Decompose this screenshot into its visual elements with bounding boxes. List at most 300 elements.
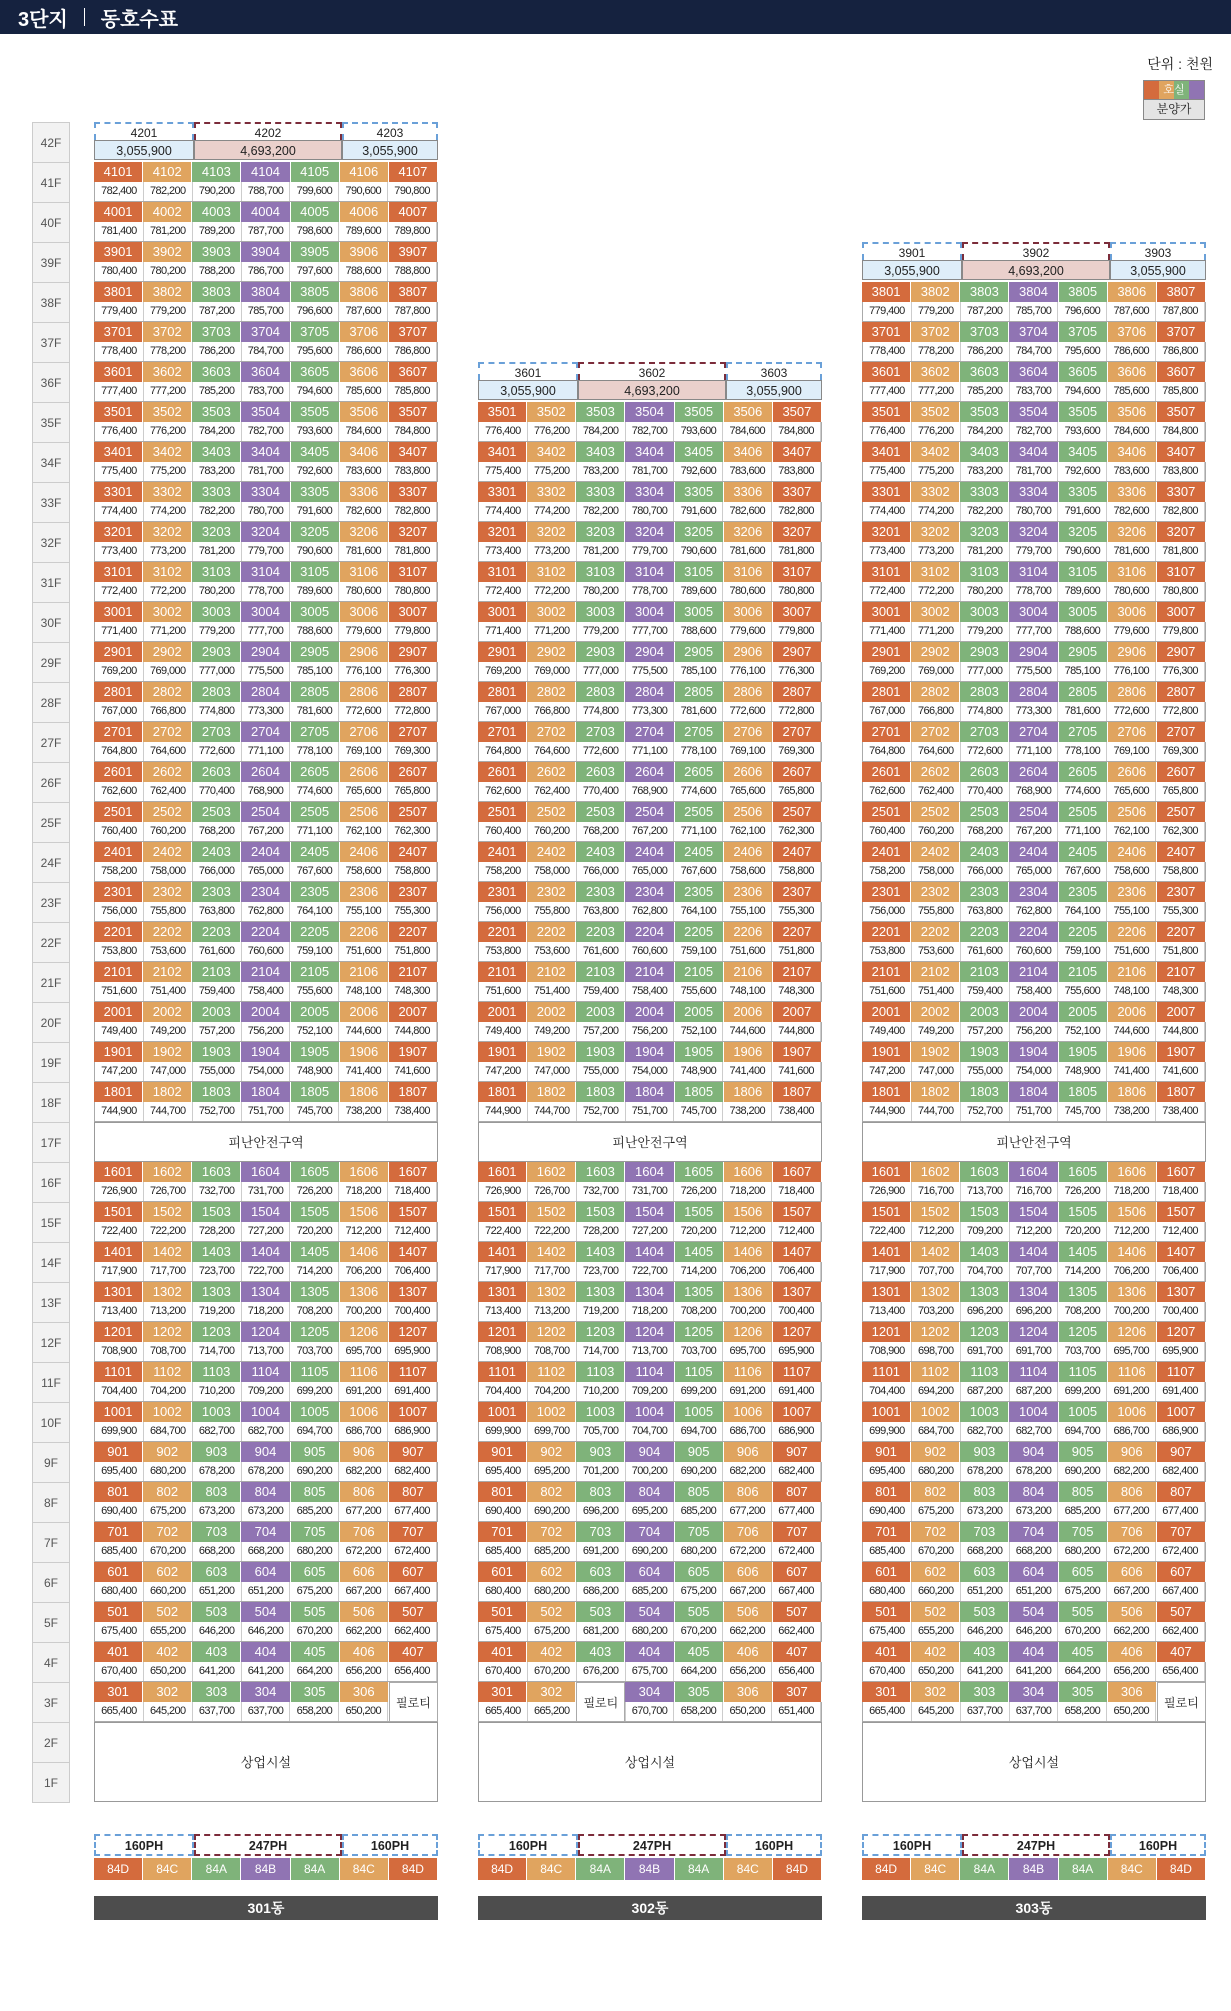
floor-row <box>478 802 822 842</box>
unit-price: 786,200 <box>193 342 242 361</box>
unit-number: 2301 <box>478 882 527 902</box>
floor-row <box>478 1242 822 1282</box>
unit-number: 1403 <box>576 1242 625 1262</box>
unit-number: 607 <box>389 1562 438 1582</box>
unit-price: 769,100 <box>1107 742 1156 761</box>
unit-number: 2805 <box>1059 682 1108 702</box>
unit-number: 1806 <box>340 1082 389 1102</box>
unit-number: 2803 <box>192 682 241 702</box>
unit-price: 637,700 <box>961 1702 1010 1721</box>
unit-number: 3201 <box>94 522 143 542</box>
unit-number: 3407 <box>389 442 438 462</box>
unit-number: 4002 <box>143 202 192 222</box>
unit-number: 2904 <box>241 642 290 662</box>
unit-number: 806 <box>1108 1482 1157 1502</box>
floor-row <box>478 1482 822 1522</box>
unit-number: 2602 <box>143 762 192 782</box>
unit-price: 691,200 <box>339 1382 388 1401</box>
unit-number: 1404 <box>1009 1242 1058 1262</box>
unit-number: 2605 <box>1059 762 1108 782</box>
unit-number: 802 <box>143 1482 192 1502</box>
floor-label: 22F <box>32 923 70 963</box>
unit-price: 719,200 <box>577 1302 626 1321</box>
unit-number: 1801 <box>478 1082 527 1102</box>
unit-price: 794,600 <box>1058 382 1107 401</box>
unit-number: 2307 <box>1157 882 1206 902</box>
unit-price: 706,200 <box>1107 1262 1156 1281</box>
floor-row <box>478 1002 822 1042</box>
unit-price: 771,100 <box>242 742 291 761</box>
unit-price: 758,400 <box>626 982 675 1001</box>
unit-number: 502 <box>911 1602 960 1622</box>
unit-price: 713,700 <box>242 1342 291 1361</box>
unit-number: 503 <box>192 1602 241 1622</box>
unit-number: 1507 <box>773 1202 822 1222</box>
unit-number: 2206 <box>340 922 389 942</box>
unit-number: 505 <box>1059 1602 1108 1622</box>
unit-number: 502 <box>143 1602 192 1622</box>
unit-number: 2707 <box>773 722 822 742</box>
unit-price: 783,600 <box>1107 462 1156 481</box>
unit-number: 302 <box>143 1682 192 1702</box>
unit-number: 2407 <box>773 842 822 862</box>
unit-price: 712,200 <box>723 1222 772 1241</box>
unit-number: 2505 <box>1059 802 1108 822</box>
unit-price: 785,100 <box>674 662 723 681</box>
unit-number: 2801 <box>862 682 911 702</box>
unit-price: 771,200 <box>912 622 961 641</box>
unit-number: 2803 <box>576 682 625 702</box>
unit-number: 2205 <box>1059 922 1108 942</box>
unit-price: 650,200 <box>339 1702 388 1721</box>
unit-price: 760,200 <box>912 822 961 841</box>
unit-price: 660,200 <box>144 1582 193 1601</box>
unit-number: 2703 <box>576 722 625 742</box>
unit-price: 695,700 <box>1107 1342 1156 1361</box>
unit-price: 741,600 <box>1156 1062 1205 1081</box>
unit-price: 782,800 <box>388 502 437 521</box>
unit-price: 763,800 <box>961 902 1010 921</box>
unit-number: 2002 <box>143 1002 192 1022</box>
unit-price: 781,200 <box>193 542 242 561</box>
unit-price: 769,100 <box>339 742 388 761</box>
unit-number: 1102 <box>527 1362 576 1382</box>
unit-number: 806 <box>724 1482 773 1502</box>
unit-price: 758,200 <box>95 862 144 881</box>
unit-price: 777,000 <box>961 662 1010 681</box>
floor-label: 37F <box>32 323 70 363</box>
unit-price: 651,200 <box>1010 1582 1059 1601</box>
unit-price: 784,700 <box>1010 342 1059 361</box>
unit-number: 4102 <box>143 162 192 182</box>
unit-price: 748,300 <box>388 982 437 1001</box>
unit-number: 1404 <box>625 1242 674 1262</box>
floor-row <box>478 762 822 802</box>
unit-number: 3507 <box>389 402 438 422</box>
unit-number: 1901 <box>478 1042 527 1062</box>
unit-price: 691,700 <box>1010 1342 1059 1361</box>
building-303 <box>862 0 1206 2011</box>
unit-price: 726,900 <box>95 1182 144 1201</box>
unit-price: 741,600 <box>772 1062 821 1081</box>
unit-number: 803 <box>960 1482 1009 1502</box>
unit-number: 706 <box>340 1522 389 1542</box>
unit-price: 744,800 <box>388 1022 437 1041</box>
unit-price: 703,700 <box>290 1342 339 1361</box>
floor-label: 29F <box>32 643 70 683</box>
unit-price: 782,200 <box>577 502 626 521</box>
unit-price: 770,400 <box>577 782 626 801</box>
unit-number: 804 <box>625 1482 674 1502</box>
floor-row <box>94 682 438 722</box>
unit-price: 788,600 <box>290 622 339 641</box>
unit-price: 792,600 <box>290 462 339 481</box>
unit-price: 775,400 <box>95 462 144 481</box>
unit-number: 804 <box>1009 1482 1058 1502</box>
unit-number: 704 <box>241 1522 290 1542</box>
unit-number: 3104 <box>1009 562 1058 582</box>
unit-price: 670,200 <box>1058 1622 1107 1641</box>
unit-number: 507 <box>773 1602 822 1622</box>
floor-row <box>94 1162 438 1202</box>
unit-number: 1802 <box>527 1082 576 1102</box>
floor-label: 9F <box>32 1443 70 1483</box>
unit-number: 3801 <box>94 282 143 302</box>
floor-row <box>94 602 438 642</box>
legend-unit-label: 호실 <box>1163 84 1185 96</box>
unit-number: 4107 <box>389 162 438 182</box>
unit-number: 3502 <box>143 402 192 422</box>
unit-price: 748,900 <box>290 1062 339 1081</box>
unit-price: 776,100 <box>1107 662 1156 681</box>
unit-price: 758,200 <box>479 862 528 881</box>
floor-row <box>862 1242 1206 1282</box>
unit-price: 753,800 <box>95 942 144 961</box>
unit-price: 706,200 <box>339 1262 388 1281</box>
unit-price: 783,700 <box>1010 382 1059 401</box>
unit-price: 747,000 <box>912 1062 961 1081</box>
unit-number: 1206 <box>1108 1322 1157 1342</box>
unit-price: 682,400 <box>1156 1462 1205 1481</box>
unit-number: 3006 <box>340 602 389 622</box>
unit-number: 2607 <box>773 762 822 782</box>
floor-row <box>94 1522 438 1562</box>
unit-number: 2902 <box>527 642 576 662</box>
unit-number: 3703 <box>192 322 241 342</box>
unit-number: 3302 <box>911 482 960 502</box>
unit-price: 665,400 <box>479 1702 528 1721</box>
unit-price: 744,900 <box>863 1102 912 1121</box>
unit-number: 2907 <box>389 642 438 662</box>
unit-number: 807 <box>773 1482 822 1502</box>
unit-number: 2107 <box>773 962 822 982</box>
unit-number: 703 <box>192 1522 241 1542</box>
unit-number: 1305 <box>291 1282 340 1302</box>
unit-price: 700,400 <box>388 1302 437 1321</box>
unit-number: 502 <box>527 1602 576 1622</box>
unit-price: 767,200 <box>626 822 675 841</box>
floor-row <box>478 1322 822 1362</box>
unit-number: 1303 <box>192 1282 241 1302</box>
unit-price: 777,400 <box>863 382 912 401</box>
unit-price: 664,200 <box>674 1662 723 1681</box>
floor-row <box>478 522 822 562</box>
unit-price: 662,200 <box>1107 1622 1156 1641</box>
unit-price: 771,100 <box>1010 742 1059 761</box>
unit-number: 3007 <box>389 602 438 622</box>
unit-price: 665,200 <box>528 1702 577 1721</box>
unit-number: 2802 <box>143 682 192 702</box>
unit-number: 2605 <box>675 762 724 782</box>
floor-row <box>478 1602 822 1642</box>
unit-price: 775,200 <box>528 462 577 481</box>
unit-number: 3705 <box>1059 322 1108 342</box>
unit-number: 2606 <box>1108 762 1157 782</box>
unit-number: 3505 <box>1059 402 1108 422</box>
unit-number: 1202 <box>143 1322 192 1342</box>
floor-row <box>478 1442 822 1482</box>
unit-price: 713,400 <box>95 1302 144 1321</box>
unit-price: 646,200 <box>242 1622 291 1641</box>
unit-price: 722,400 <box>95 1222 144 1241</box>
unit-price: 788,600 <box>1058 622 1107 641</box>
unit-price: 719,200 <box>193 1302 242 1321</box>
unit-number: 901 <box>94 1442 143 1462</box>
unit-number: 3803 <box>960 282 1009 302</box>
floor-row <box>478 1642 822 1682</box>
unit-number: 603 <box>960 1562 1009 1582</box>
refuge-floor: 피난안전구역 <box>478 1122 822 1162</box>
floor-row <box>478 962 822 1002</box>
unit-price: 782,400 <box>95 182 144 201</box>
unit-number: 2404 <box>241 842 290 862</box>
unit-number: 1603 <box>576 1162 625 1182</box>
unit-number: 501 <box>862 1602 911 1622</box>
unit-number: 2501 <box>94 802 143 822</box>
unit-number: 3405 <box>1059 442 1108 462</box>
unit-type-label: 84B <box>1009 1858 1058 1880</box>
unit-price: 690,200 <box>674 1462 723 1481</box>
unit-price: 717,700 <box>528 1262 577 1281</box>
unit-number: 2802 <box>527 682 576 702</box>
unit-price: 769,200 <box>863 662 912 681</box>
unit-number: 1503 <box>960 1202 1009 1222</box>
unit-price: 782,200 <box>144 182 193 201</box>
unit-price: 720,200 <box>1058 1222 1107 1241</box>
unit-price: 704,700 <box>961 1262 1010 1281</box>
unit-price: 677,400 <box>388 1502 437 1521</box>
unit-number: 702 <box>527 1522 576 1542</box>
unit-number: 1604 <box>625 1162 674 1182</box>
unit-price: 777,000 <box>577 662 626 681</box>
unit-price: 787,200 <box>193 302 242 321</box>
unit-price: 791,600 <box>1058 502 1107 521</box>
unit-number: 2403 <box>960 842 1009 862</box>
unit-price: 799,600 <box>290 182 339 201</box>
unit-number: 801 <box>478 1482 527 1502</box>
unit-price: 781,600 <box>1058 702 1107 721</box>
unit-number: 3502 <box>527 402 576 422</box>
unit-number: 2703 <box>192 722 241 742</box>
unit-price: 770,400 <box>193 782 242 801</box>
unit-number: 1103 <box>192 1362 241 1382</box>
unit-number: 3501 <box>478 402 527 422</box>
unit-number: 1105 <box>1059 1362 1108 1382</box>
unit-price: 651,200 <box>961 1582 1010 1601</box>
unit-price: 789,600 <box>1058 582 1107 601</box>
unit-number: 1601 <box>862 1162 911 1182</box>
unit-price: 675,200 <box>290 1582 339 1601</box>
floor-label: 14F <box>32 1243 70 1283</box>
ph-price: 3,055,900 <box>342 140 438 160</box>
unit-number: 302 <box>911 1682 960 1702</box>
unit-number: 706 <box>724 1522 773 1542</box>
unit-number: 405 <box>675 1642 724 1662</box>
unit-number: 2406 <box>724 842 773 862</box>
unit-number: 1905 <box>1059 1042 1108 1062</box>
unit-price: 641,200 <box>193 1662 242 1681</box>
unit-price: 695,200 <box>626 1502 675 1521</box>
penthouse-row <box>862 242 1206 282</box>
unit-number: 2003 <box>192 1002 241 1022</box>
unit-number: 2704 <box>625 722 674 742</box>
unit-number: 1604 <box>1009 1162 1058 1182</box>
unit-price: 741,600 <box>388 1062 437 1081</box>
unit-number: 3306 <box>340 482 389 502</box>
unit-price: 707,700 <box>912 1262 961 1281</box>
unit-price: 680,400 <box>863 1582 912 1601</box>
unit-number: 2905 <box>1059 642 1108 662</box>
unit-price: 686,900 <box>388 1422 437 1441</box>
unit-number: 3807 <box>389 282 438 302</box>
floor-row <box>862 882 1206 922</box>
unit-price: 726,700 <box>144 1182 193 1201</box>
unit-number: 2805 <box>291 682 340 702</box>
unit-number: 403 <box>960 1642 1009 1662</box>
unit-price: 645,200 <box>912 1702 961 1721</box>
unit-number: 2905 <box>291 642 340 662</box>
unit-number: 903 <box>960 1442 1009 1462</box>
unit-price: 680,400 <box>479 1582 528 1601</box>
floor-row <box>94 642 438 682</box>
unit-number: 1107 <box>1157 1362 1206 1382</box>
unit-price: 765,600 <box>723 782 772 801</box>
unit-price: 778,400 <box>95 342 144 361</box>
unit-price: 677,200 <box>339 1502 388 1521</box>
unit-price: 765,800 <box>1156 782 1205 801</box>
unit-number: 4105 <box>291 162 340 182</box>
unit-number: 2402 <box>143 842 192 862</box>
unit-price: 783,600 <box>339 462 388 481</box>
unit-price: 662,200 <box>339 1622 388 1641</box>
unit-number: 2103 <box>576 962 625 982</box>
unit-price: 714,200 <box>1058 1262 1107 1281</box>
unit-number: 3404 <box>1009 442 1058 462</box>
unit-price: 779,800 <box>1156 622 1205 641</box>
unit-number: 605 <box>1059 1562 1108 1582</box>
unit-price: 690,200 <box>528 1502 577 1521</box>
ph-unit-number: 3902 <box>962 242 1110 260</box>
unit-price: 665,400 <box>863 1702 912 1721</box>
unit-price: 714,700 <box>577 1342 626 1361</box>
floor-label: 7F <box>32 1523 70 1563</box>
unit-price: 646,200 <box>193 1622 242 1641</box>
unit-number: 1607 <box>773 1162 822 1182</box>
unit-number: 2703 <box>960 722 1009 742</box>
unit-number: 601 <box>478 1562 527 1582</box>
unit-number: 2501 <box>478 802 527 822</box>
unit-price: 695,400 <box>863 1462 912 1481</box>
unit-number: 2302 <box>143 882 192 902</box>
unit-price: 756,200 <box>1010 1022 1059 1041</box>
unit-price: 784,800 <box>388 422 437 441</box>
unit-price: 779,700 <box>626 542 675 561</box>
unit-price: 684,700 <box>912 1422 961 1441</box>
unit-number: 2001 <box>862 1002 911 1022</box>
unit-price: 782,200 <box>193 502 242 521</box>
unit-number: 1206 <box>340 1322 389 1342</box>
unit-number: 1205 <box>291 1322 340 1342</box>
unit-price: 695,900 <box>772 1342 821 1361</box>
floor-row <box>478 562 822 602</box>
unit-price: 771,100 <box>626 742 675 761</box>
unit-price: 761,600 <box>961 942 1010 961</box>
unit-price: 780,700 <box>1010 502 1059 521</box>
unit-price: 790,600 <box>674 542 723 561</box>
unit-price: 716,700 <box>1010 1182 1059 1201</box>
piloti: 필로티 <box>576 1682 625 1722</box>
unit-number: 501 <box>478 1602 527 1622</box>
floor-row <box>862 602 1206 642</box>
unit-price: 685,200 <box>674 1502 723 1521</box>
unit-number: 2506 <box>1108 802 1157 822</box>
unit-price: 771,100 <box>1058 822 1107 841</box>
unit-number: 2706 <box>340 722 389 742</box>
unit-price: 786,700 <box>242 262 291 281</box>
unit-price: 788,700 <box>242 182 291 201</box>
unit-price: 691,400 <box>772 1382 821 1401</box>
unit-number: 1804 <box>1009 1082 1058 1102</box>
unit-price: 765,000 <box>242 862 291 881</box>
floor-row <box>862 522 1206 562</box>
unit-price: 682,200 <box>339 1462 388 1481</box>
unit-number: 2404 <box>625 842 674 862</box>
unit-number: 1306 <box>1108 1282 1157 1302</box>
unit-number: 1407 <box>389 1242 438 1262</box>
unit-number: 3502 <box>911 402 960 422</box>
unit-price: 680,200 <box>290 1542 339 1561</box>
unit-number: 3205 <box>1059 522 1108 542</box>
unit-price: 675,400 <box>863 1622 912 1641</box>
unit-price: 779,400 <box>863 302 912 321</box>
unit-number: 3107 <box>1157 562 1206 582</box>
unit-price: 751,600 <box>1107 942 1156 961</box>
commercial-area: 상업시설 <box>862 1722 1206 1802</box>
unit-number: 2207 <box>389 922 438 942</box>
unit-number: 1602 <box>911 1162 960 1182</box>
unit-price: 768,200 <box>577 822 626 841</box>
unit-number: 306 <box>340 1682 389 1702</box>
unit-number: 2701 <box>862 722 911 742</box>
unit-price: 722,200 <box>144 1222 193 1241</box>
unit-price: 763,800 <box>193 902 242 921</box>
unit-number: 1307 <box>389 1282 438 1302</box>
unit-number: 2103 <box>192 962 241 982</box>
unit-number: 3504 <box>241 402 290 422</box>
unit-number: 406 <box>340 1642 389 1662</box>
unit-price: 748,300 <box>772 982 821 1001</box>
unit-price: 699,200 <box>1058 1382 1107 1401</box>
